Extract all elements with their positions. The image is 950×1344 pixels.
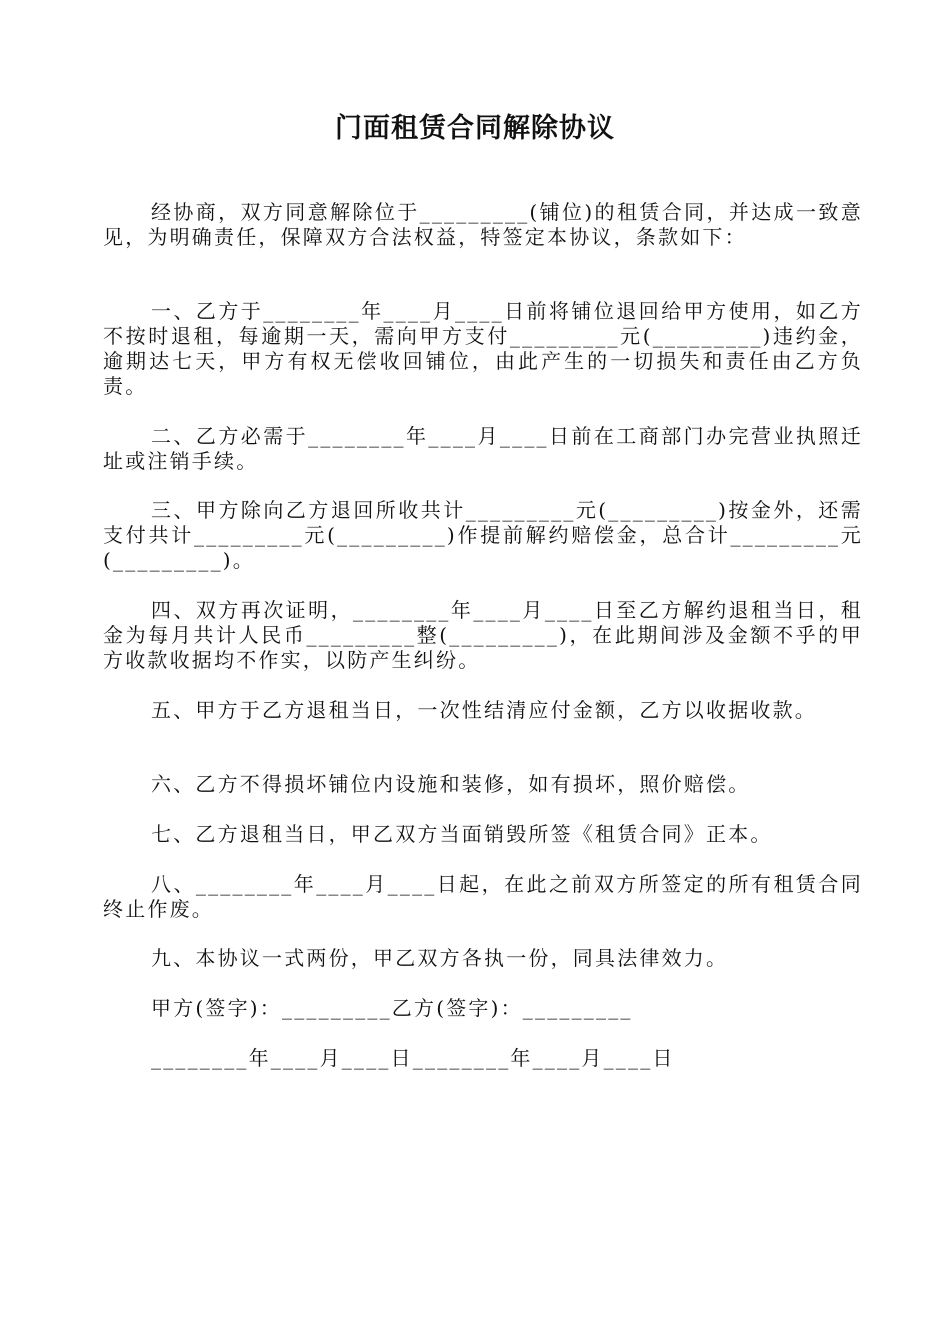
clause-9: 九、本协议一式两份，甲乙双方各执一份，同具法律效力。 bbox=[151, 946, 729, 970]
document-title: 门面租赁合同解除协议 bbox=[335, 113, 615, 144]
clause-8: 八、________年____月____日起，在此之前双方所签定的所有租赁合同终止作废。 bbox=[103, 872, 863, 921]
signature-line: 甲方(签字)：_________乙方(签字)：_________ bbox=[151, 996, 633, 1020]
clause-2: 二、乙方必需于________年____月____日前在工商部门办完营业执照迁址或注销手续。 bbox=[103, 424, 863, 473]
date-line: ________年____月____日________年____月____日 bbox=[151, 1046, 675, 1070]
clause-3: 三、甲方除向乙方退回所收共计_________元(_________)按金外，还需支付共计_________元(_________)作提前解约赔偿金，总合计_________元(_________)。 bbox=[103, 498, 863, 572]
clause-1: 一、乙方于________年____月____日前将铺位退回给甲方使用，如乙方不按时退租，每逾期一天，需向甲方支付_________元(_________)违约金，逾期达七天，甲方有权无偿收回铺位，由此产生的一切损失和责任由乙方负责。 bbox=[103, 299, 863, 398]
intro-paragraph: 经协商，双方同意解除位于_________(铺位)的租赁合同，并达成一致意见，为明确责任，保障双方合法权益，特签定本协议，条款如下： bbox=[103, 200, 863, 249]
clause-5: 五、甲方于乙方退租当日，一次性结清应付金额，乙方以收据收款。 bbox=[151, 698, 817, 722]
clause-7: 七、乙方退租当日，甲乙双方当面销毁所签《租赁合同》正本。 bbox=[151, 822, 773, 846]
clause-6: 六、乙方不得损坏铺位内设施和装修，如有损坏，照价赔偿。 bbox=[151, 772, 751, 796]
clause-4: 四、双方再次证明，________年____月____日至乙方解约退租当日，租金为每月共计人民币_________整(_________)，在此期间涉及金额不乎的甲方收款收据均不作实，以防产生纠纷。 bbox=[103, 598, 863, 672]
